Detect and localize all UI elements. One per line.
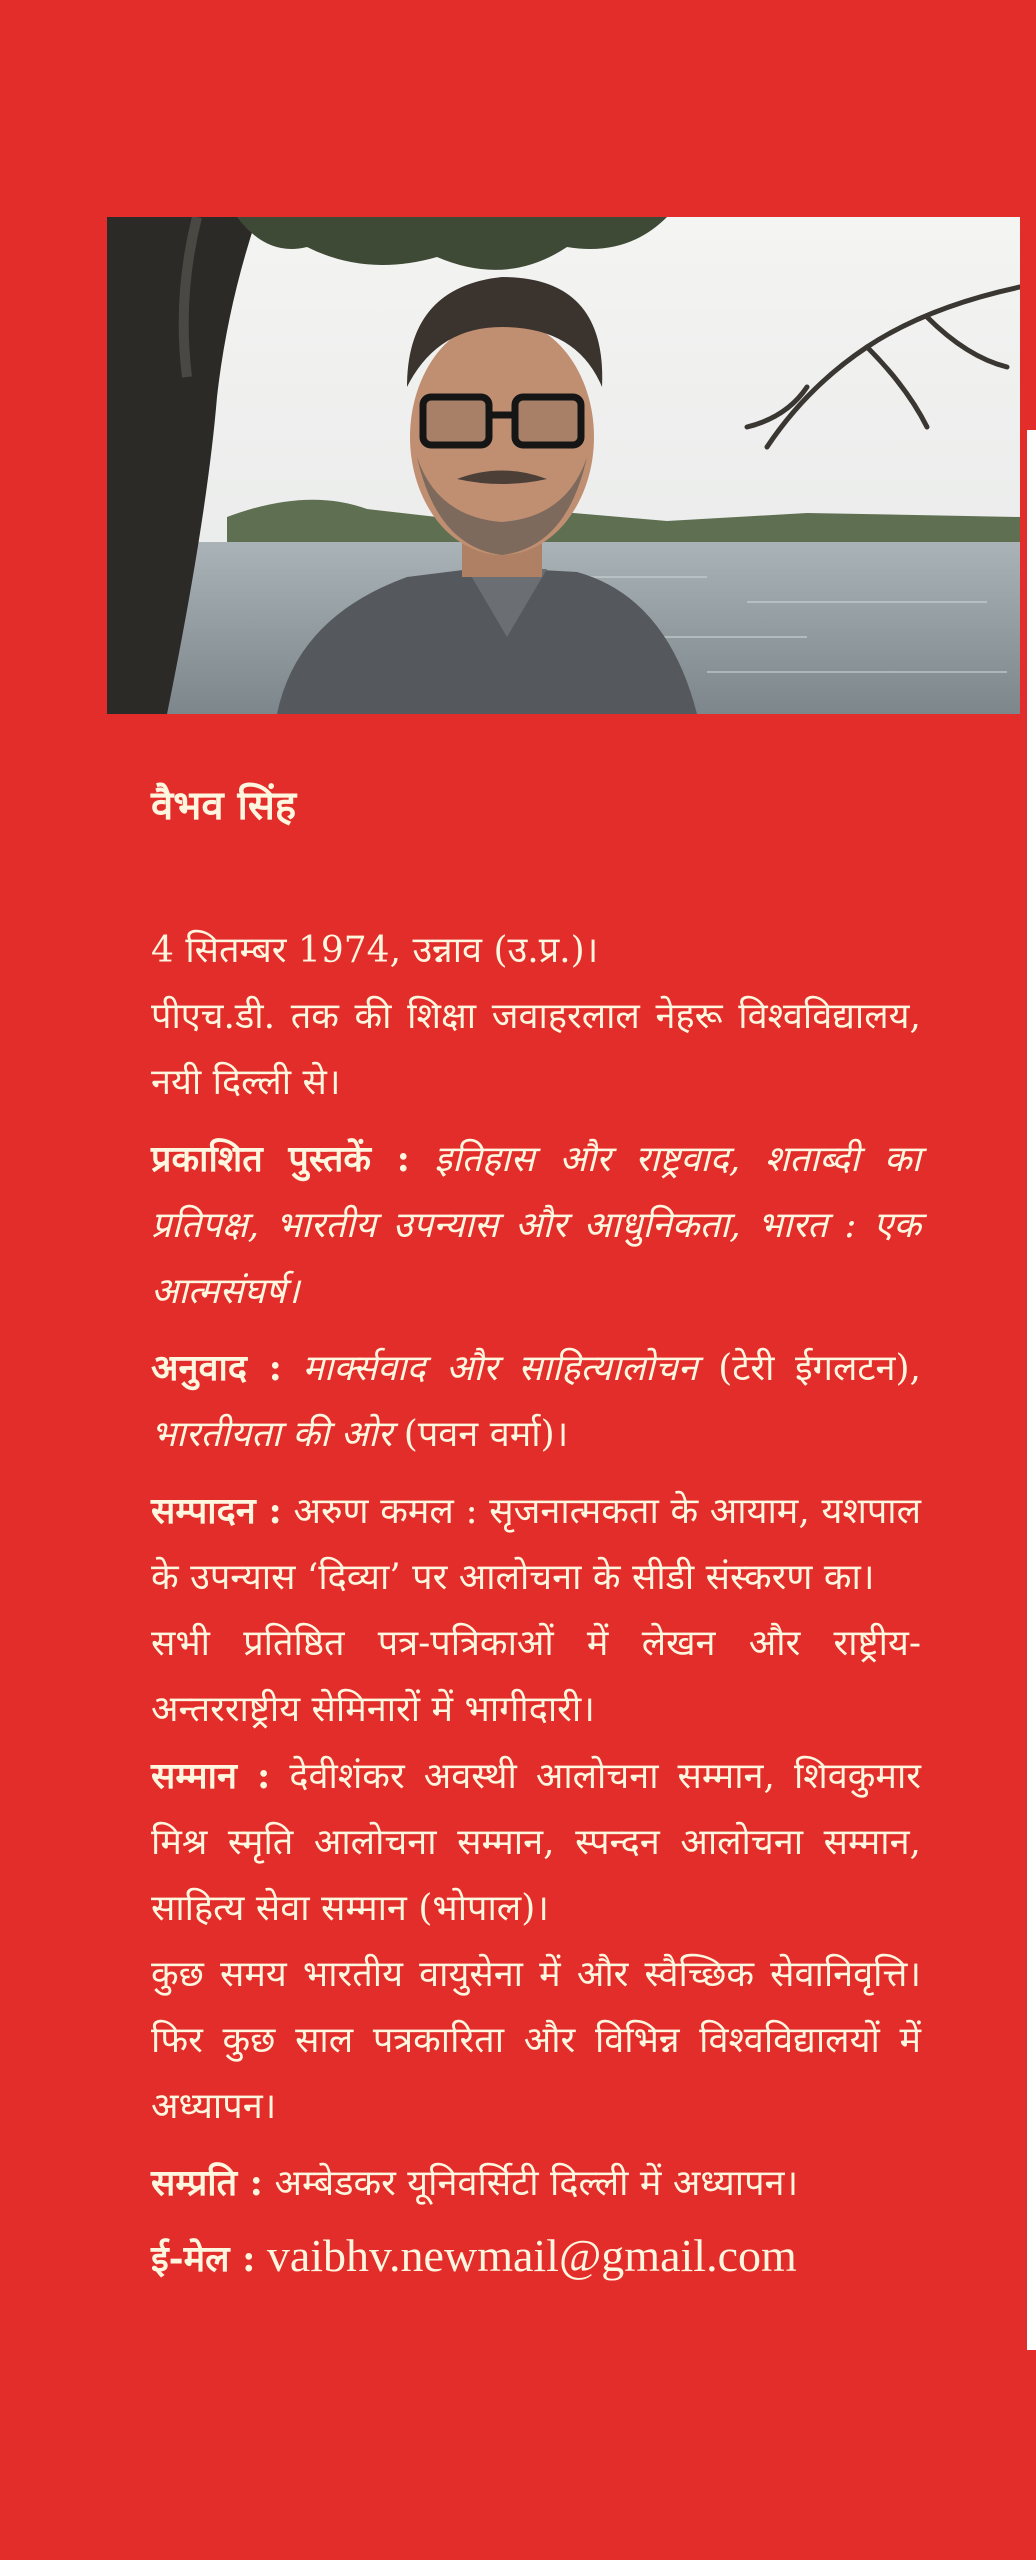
translation-work-1: मार्क्सवाद और साहित्यालोचन [302, 1348, 698, 1389]
author-photo [107, 217, 1020, 714]
editing-label: सम्पादन : [151, 1490, 282, 1532]
bio-current [151, 2150, 921, 2217]
author-portrait-image [107, 217, 1020, 714]
email-address[interactable]: vaibhv.newmail@gmail.com [266, 2230, 797, 2281]
honours-label: सम्मान : [151, 1755, 271, 1797]
current-label: सम्प्रति : [151, 2162, 263, 2204]
editing-text: अरुण कमल : सृजनात्मकता के आयाम, यशपाल के उपन्यास ‘दिव्या’ पर आलोचना के सीडी संस्करण का। [151, 1491, 921, 1598]
bio-writing: सभी प्रतिष्ठित पत्र-पत्रिकाओं में लेखन और राष्ट्रीय-अन्तरराष्ट्रीय सेमिनारों में भागीदारी। [151, 1623, 921, 1730]
page-edge-strip [1027, 430, 1036, 2350]
bio-honours [151, 1743, 921, 1942]
translation-author-1: (टेरी ईगलटन), [718, 1348, 921, 1389]
email-label: ई-मेल : [151, 2238, 256, 2280]
bio-editing [151, 1478, 921, 1611]
bio-birth: 4 सितम्बर 1974, उन्नाव (उ.प्र.)। [151, 930, 599, 971]
translation-author-2: (पवन वर्मा)। [403, 1414, 569, 1455]
bio-email [151, 2223, 921, 2293]
bio-translation [151, 1335, 921, 1468]
author-name: वैभव सिंह [151, 782, 297, 829]
bio-career: कुछ समय भारतीय वायुसेना में और स्वैच्छिक सेवानिवृत्ति। फिर कुछ साल पत्रकारिता और विभिन्न विश्वविद्यालयों में अध्यापन। [151, 1954, 921, 2127]
current-text: अम्बेडकर यूनिवर्सिटी दिल्ली में अध्यापन। [274, 2163, 799, 2204]
honours-text: देवीशंकर अवस्थी आलोचना सम्मान, शिवकुमार मिश्र स्मृति आलोचना सम्मान, स्पन्दन आलोचना सम्मान, साहित्य सेवा सम्मान (भोपाल)। [151, 1756, 921, 1929]
translation-work-2: भारतीयता की ओर [151, 1414, 393, 1455]
published-books-label: प्रकाशित पुस्तकें : [151, 1138, 410, 1180]
published-books-text: इतिहास और राष्ट्रवाद, शताब्दी का प्रतिपक्ष, भारतीय उपन्यास और आधुनिकता, भारत : एक आत्मसंघर्ष। [151, 1139, 921, 1312]
bio-education: पीएच.डी. तक की शिक्षा जवाहरलाल नेहरू विश्वविद्यालय, नयी दिल्ली से। [151, 996, 921, 1103]
translation-label: अनुवाद : [151, 1347, 282, 1389]
author-bio [151, 780, 921, 2293]
bio-published-books [151, 1126, 921, 1325]
